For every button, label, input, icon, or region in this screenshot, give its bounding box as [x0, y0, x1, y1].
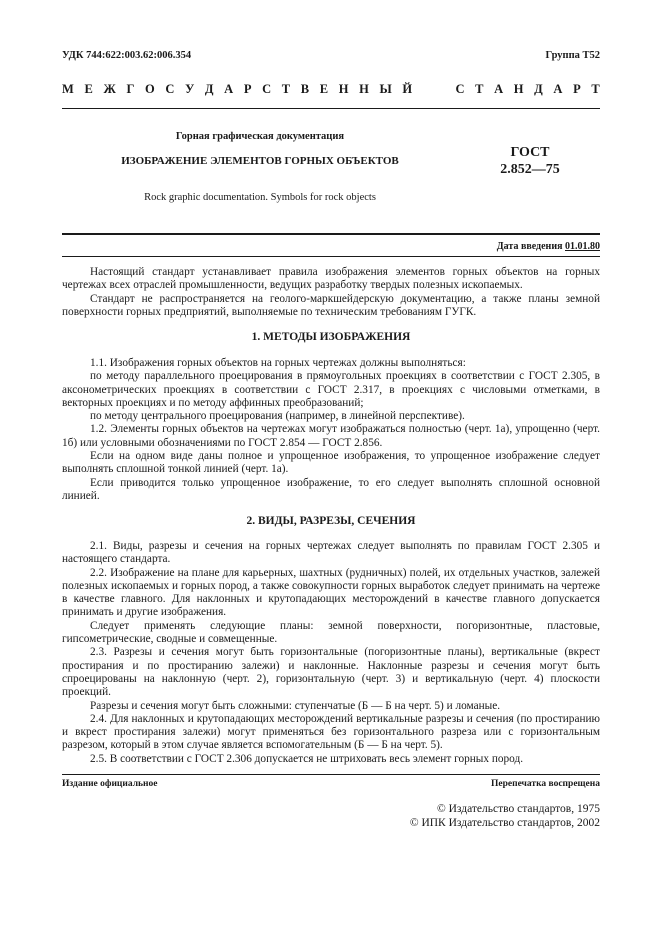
doc-title-en: Rock graphic documentation. Symbols for rock objects — [144, 192, 376, 203]
section2-paragraph: Разрезы и сечения могут быть сложными: ступенчатые (Б — Б на черт. 5) и ломаные. — [90, 699, 501, 712]
section2-paragraph: 2.2. Изображение на плане для карьерных, шахтных (рудничных) полей, их отдельных участков, залежей полезных ископаемых и горных пород, а также совокупности горных выработок следует принимать на чертеже в качестве главного. Для наклонных и крутопадающих месторождений в качестве главного допускается принимать и другие изображения. — [62, 566, 600, 619]
reprint-notice: Перепечатка воспрещена — [490, 779, 600, 789]
udk-code: УДК 744:622:003.62:006.354 — [62, 50, 192, 61]
section2-text — [62, 540, 600, 766]
copyright-2002: © ИПК Издательство стандартов, 2002 — [409, 817, 600, 829]
banner-letter: Т — [591, 82, 600, 96]
section1-paragraph: 1.2. Элементы горных объектов на чертежах могут изображаться полностью (черт. 1а), упрощенно (черт. 1б) или условными обозначениями по ГОСТ 2.854 — ГОСТ 2.856. — [62, 423, 600, 449]
standard-banner — [62, 82, 600, 97]
banner-letter: Н — [338, 82, 349, 96]
banner-letter: Е — [84, 82, 93, 96]
section1-paragraph: 1.1. Изображения горных объектов на горных чертежах должны выполняться: — [90, 357, 466, 369]
banner-letter: С — [262, 82, 272, 96]
section1-paragraph: Если на одном виде даны полное и упрощенное изображения, то упрощенное изображение следует выполнять сплошной тонкой линией (черт. 1а). — [62, 450, 600, 476]
banner-letter: Е — [319, 82, 329, 96]
banner-gap — [423, 82, 445, 97]
banner-letter: Н — [359, 82, 369, 96]
banner-letter: Ы — [379, 82, 392, 96]
banner-letter: Т — [281, 82, 291, 96]
banner-letter: А — [224, 82, 234, 96]
banner-letter: А — [494, 82, 504, 96]
section1-paragraph: по методу параллельного проецирования в прямоугольных проекциях в соответствии с ГОСТ 2.305, в аксонометрических проекциях в соответствии с ГОСТ 2.317, в проекциях с числовыми отметками, в векторных проекциях и по методу аффинных преобразований; — [62, 370, 600, 409]
footer-rule — [62, 774, 600, 775]
intro-date-value: 01.01.80 — [565, 241, 600, 252]
copyright-1975: © Издательство стандартов, 1975 — [436, 803, 600, 815]
intro-paragraph: Настоящий стандарт устанавливает правила изображения элементов горных объектов на горных чертежах всех отраслей промышленности, ведущих разработку твердых полезных ископаемых. — [62, 266, 600, 292]
section1-paragraph: Если приводится только упрощенное изображение, то его следует выполнять сплошной основной линией. — [62, 476, 600, 502]
section1-text — [62, 357, 600, 503]
section2-heading: 2. ВИДЫ, РАЗРЕЗЫ, СЕЧЕНИЯ — [246, 515, 416, 527]
banner-letter: С — [165, 82, 175, 96]
intro-date — [497, 241, 600, 252]
banner-letter: С — [455, 82, 465, 96]
intro-paragraph: Стандарт не распространяется на геолого-маркшейдерскую документацию, а также планы земной поверхности горных предприятий, выполняемые по техническим требованиям ГУГК. — [62, 292, 600, 318]
intro-text — [62, 266, 600, 319]
section2-paragraph: Следует применять следующие планы: земной поверхности, погоризонтные, пластовые, гипсометрические, сводные и совмещенные. — [62, 619, 600, 646]
doc-title: ИЗОБРАЖЕНИЕ ЭЛЕМЕНТОВ ГОРНЫХ ОБЪЕКТОВ — [121, 155, 399, 167]
banner-letter: Д — [204, 82, 214, 96]
doc-subtitle: Горная графическая документация — [175, 131, 345, 142]
date-rule — [62, 256, 600, 257]
banner-letter: В — [300, 82, 310, 96]
section2-paragraph: 2.1. Виды, разрезы и сечения на горных чертежах следует выполнять по правилам ГОСТ 2.305 и настоящего стандарта. — [62, 540, 600, 566]
gost-number: 2.852—75 — [500, 162, 560, 177]
banner-letter: Н — [513, 82, 524, 96]
section2-paragraph: 2.5. В соответствии с ГОСТ 2.306 допускается не штриховать весь элемент горных пород. — [90, 752, 524, 765]
group-code: Группа Т52 — [545, 50, 600, 61]
banner-letter: Р — [243, 82, 252, 96]
banner-letter: Г — [126, 82, 135, 96]
top-rule — [62, 108, 600, 109]
banner-letter: А — [553, 82, 563, 96]
banner-letter: Д — [534, 82, 543, 96]
section1-paragraph: по методу центрального проецирования (например, в линейной перспективе). — [90, 410, 465, 423]
section2-paragraph: 2.3. Разрезы и сечения могут быть горизонтальные (погоризонтные планы), вертикальные (вкрест простирания и по простиранию залежи) и наклонные. Наклонные разрезы и сечения могут быть спроецированы на наклонную (черт. 2), горизонтальную (черт. 3) и вертикальную (черт. 4) плоскости проекций. — [62, 646, 600, 699]
intro-date-label: Дата введения — [496, 241, 563, 252]
section1-heading: 1. МЕТОДЫ ИЗОБРАЖЕНИЯ — [251, 331, 411, 343]
banner-letter: Р — [573, 82, 581, 96]
banner-letter: Й — [402, 82, 413, 96]
banner-letter: Ж — [103, 82, 116, 96]
banner-letter: Т — [475, 82, 484, 96]
banner-letter: У — [185, 82, 195, 96]
official-edition: Издание официальное — [62, 779, 158, 789]
banner-letter: М — [62, 82, 74, 96]
section2-paragraph: 2.4. Для наклонных и крутопадающих месторождений вертикальные разрезы и сечения (по простиранию и вкрест простирания залежи) могут применяться без горизонтального разреза или с горизонтальным разрезом, который в этом случае является вспомогательным (Б — Б на черт. 5). — [62, 712, 600, 752]
title-divider — [62, 233, 600, 235]
banner-letter: О — [145, 82, 155, 96]
gost-label: ГОСТ — [510, 145, 550, 160]
